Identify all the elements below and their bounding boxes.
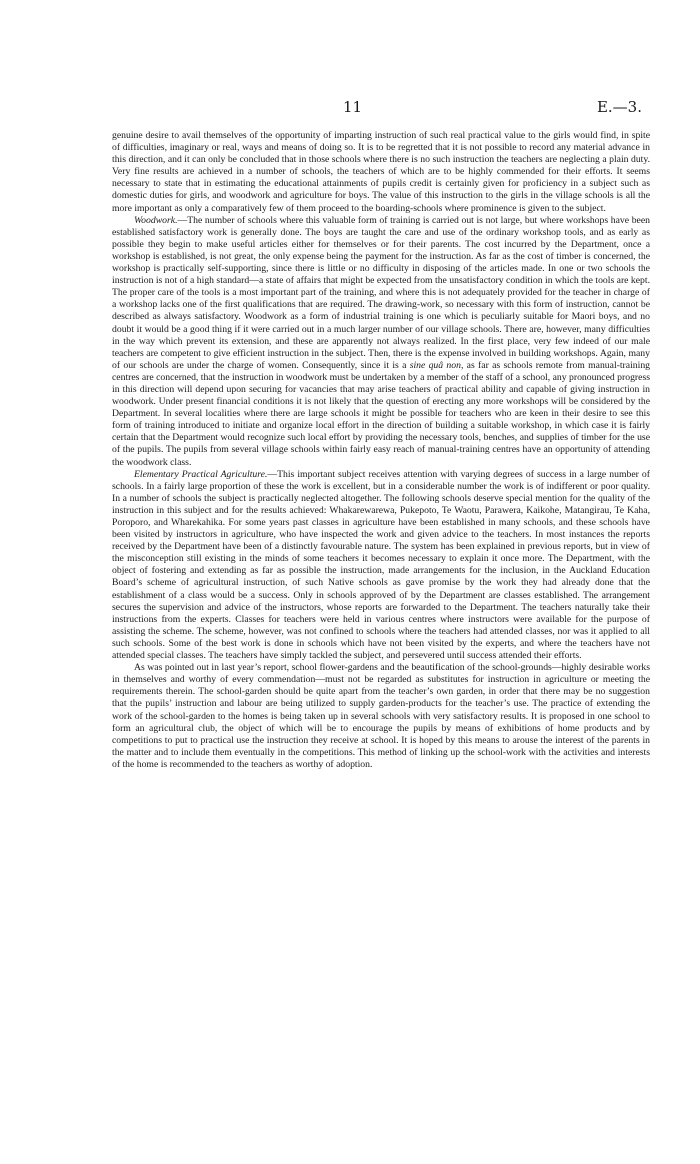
page-number: 11 — [343, 98, 363, 116]
section-heading-woodwork: Woodwork. — [134, 214, 178, 226]
paragraph-agriculture — [112, 469, 650, 663]
page-header — [0, 98, 700, 118]
paragraph-woodwork — [112, 215, 650, 469]
paragraph-text: —The number of schools where this valuable form of training is carried out is not large, but where workshops have been established satisfactory work is generally done. The boys are taught the care and use of the ordinary workshop tools, and as early as possible they begin to make useful articles either for themselves or for their parents. The cost incurred by the Department, once a workshop is established, is not great, the only expense being the payment for the instruction. As far as the cost of timber is concerned, the workshop is practically self-supporting, since there is little or no difficulty in disposing of the articles made. In one or two schools the instruction is not of a high standard—a state of affairs that might be expected from the unsatisfactory condition in which the tools are kept. The proper care of the tools is a most important part of the training, and where this is not adequately provided for the teacher in charge of a workshop lacks one of the first qualifications that are required. The drawing-work, so necessary with this form of instruction, cannot be described as always satisfactory. Woodwork as a form of industrial training is one which is peculiarly suitable for Maori boys, and no doubt it would be a good thing if it were carried out in a much larger number of our village schools. There are, however, many difficulties in the way which prevent its extension, and these are apparently not always realized. In the first place, very few indeed of our male teachers are competent to give efficient instruction in the subject. Then, there is the expense involved in building workshops. Again, many of our schools are under the charge of women. Consequently, since it is a — [112, 214, 650, 371]
paragraph-intro — [112, 130, 650, 215]
latin-phrase: sine quâ non — [409, 359, 461, 371]
paragraph-text: As was pointed out in last year’s report, school flower-gardens and the beautification of the school-grounds—highly desirable works in themselves and worthy of every commendation—must not be regarded as substitutes for instruction in agriculture or meeting the requirements therein. The school-garden should be quite apart from the teacher’s own garden, in order that there may be no suggestion that the pupils’ instruction and labour are being utilized to supply garden-products for the teacher’s use. The practice of extending the work of the school-garden to the homes is being taken up in several schools with very satisfactory results. It is proposed in one school to form an agricultural club, the object of which will be to encourage the pupils by means of exhibitions of home products and by competitions to put to practical use the instruction they receive at school. It is hoped by this means to arouse the interest of the parents in the matter and to include them eventually in the competitions. This method of linking up the school-work with the activities and interests of the home is recommended to the teachers as worthy of adoption. — [112, 662, 650, 770]
paragraph-text-continued: , as far as schools remote from manual-training centres are concerned, that the instruction in woodwork must be undertaken by a member of the staff of a school, any pronounced progress in this direction will depend upon securing for vacancies that may arise teachers of practical ability and capable of giving instruction in woodwork. Under present financial conditions it is not likely that the question of erecting any more workshops will be considered by the Department. In several localities where there are large schools it might be possible for teachers who are keen in their desire to see this form of training introduced to initiate and organize local effort in the direction of building a suitable workshop, in which case it is fairly certain that the Department would recognize such local effort by providing the necessary tools, benches, and supplies of timber for the use of the pupils. The pupils from several village schools within fairly easy reach of manual-training centres have an opportunity of attending the woodwork class. — [112, 359, 651, 468]
document-reference: E.—3. — [596, 98, 642, 116]
paragraph-text: genuine desire to avail themselves of the opportunity of imparting instruction of such real practical value to the girls would find, in spite of difficulties, imaginary or real, ways and means of doing so. It is to be regretted that it is not possible to record any material advance in this direction, and it can only be concluded that in those schools where there is no such instruction the teachers are neglecting a plain duty. Very fine results are achieved in a number of schools, the teachers of which are to be highly commended for their efforts. It seems necessary to state that in estimating the educational attainments of pupils credit is certainly given for proficiency in a subject such as domestic duties for girls, and woodwork and agriculture for boys. The value of this instruction to the girls in the village schools is all the more important as only a comparatively few of them proceed to the boarding-schools where prominence is given to the subject. — [112, 130, 650, 214]
body-text — [112, 130, 650, 771]
paragraph-school-gardens — [112, 662, 650, 771]
section-heading-agriculture: Elementary Practical Agriculture. — [134, 468, 268, 480]
paragraph-text: —This important subject receives attention with varying degrees of success in a large number of schools. In a fairly large proportion of these the work is excellent, but in a considerable number the work is of indifferent or poor quality. In a number of schools the subject is practically neglected altogether. The following schools deserve special mention for the quality of the instruction in this subject and for the results achieved: Whakarewarewa, Pukepoto, Te Waotu, Parawera, Kaikohe, Matangirau, Te Kaha, Poroporo, and Wharekahika. For some years past classes in agriculture have been established in many schools, and these schools have been visited by instructors in agriculture, who have inspected the work and given advice to the teachers. In most instances the reports received by the Department have been of a distinctly favourable nature. The system has been explained in previous reports, but in view of the misconception still existing in the minds of some teachers it becomes necessary to explain it once more. The Department, with the object of fostering and extending as far as possible the instruction, made arrangements for the inclusion, in the Auckland Education Board’s scheme of agricultural instruction, of such Native schools as gave promise by the work they had already done that the establishment of a class would be a success. Only in schools approved of by the Department are classes established. The arrangement secures the supervision and advice of the instructors, whose reports are forwarded to the Department. The teachers naturally take their instructions from the experts. Classes for teachers were held in various centres where instructors were available for the purpose of assisting the scheme. The scheme, however, was not confined to schools where the teachers had attended classes, nor was it applied to all such schools. Some of the best work is done in schools which have not been visited by the experts, and where the teachers have not attended special classes. The teachers have simply tackled the subject, and persevered until success attended their efforts. — [112, 468, 650, 662]
